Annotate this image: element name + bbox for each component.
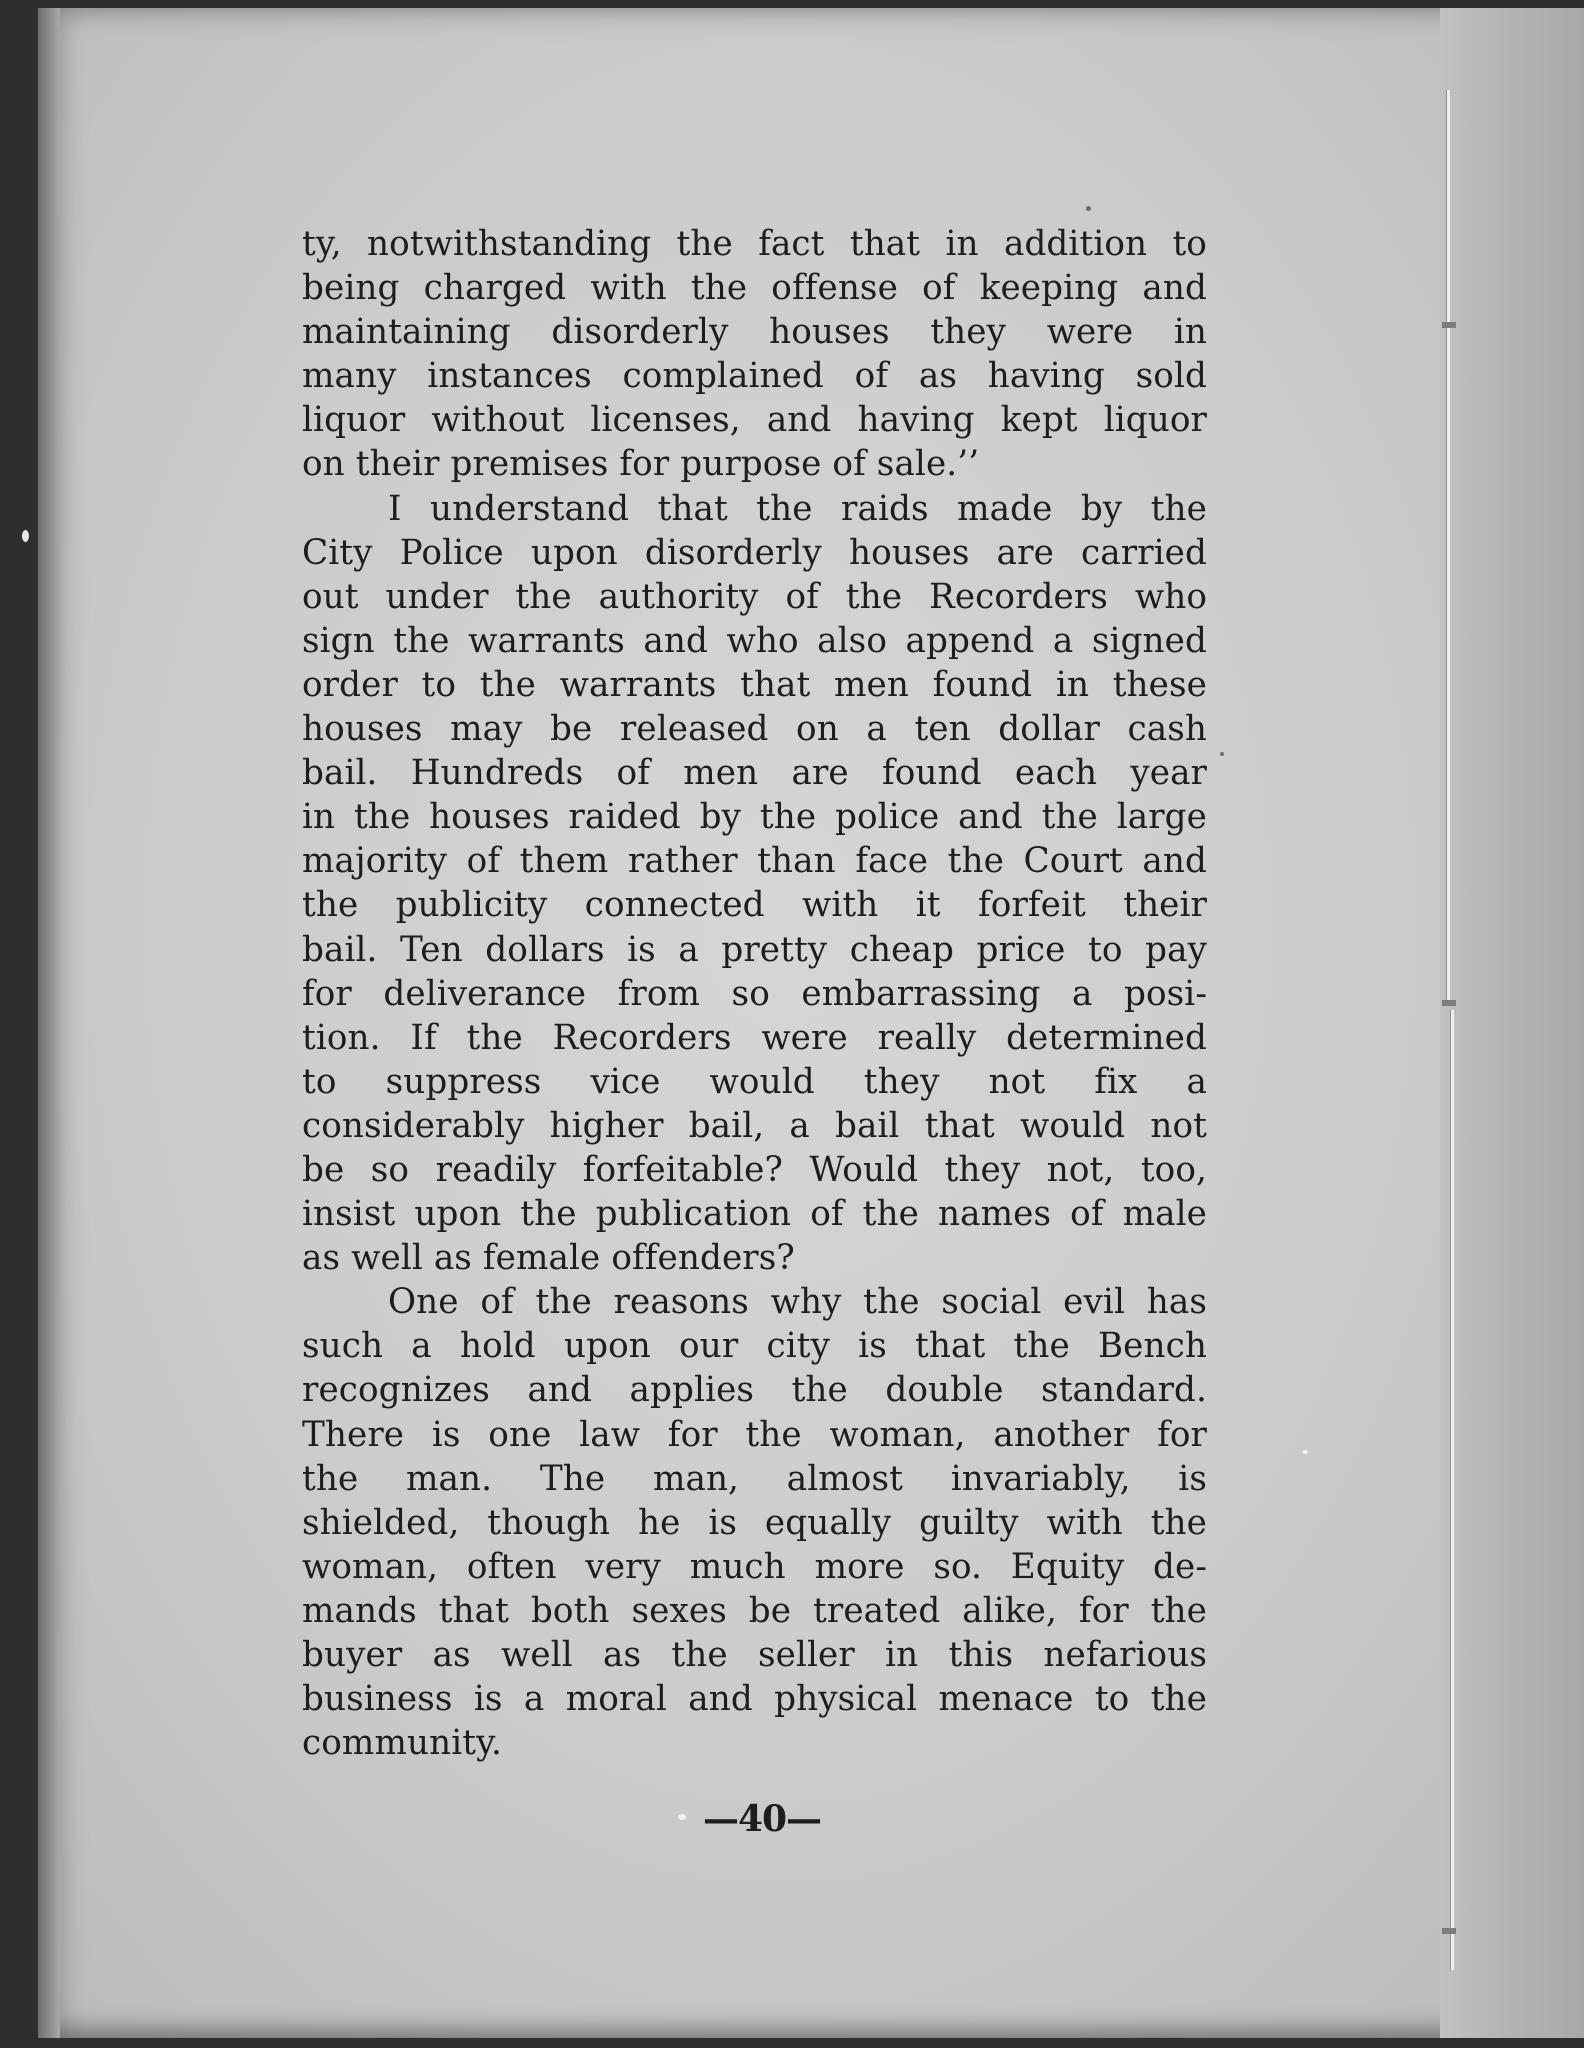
text-line: out under the authority of the Recorders who: [302, 576, 1207, 617]
body-text: [302, 222, 1207, 1765]
page-number: [0, 1798, 1584, 1840]
text-line: mands that both sexes be treated alike, for the: [302, 1590, 1207, 1631]
book-gutter: [1440, 8, 1584, 2038]
text-line: majority of them rather than face the Court and: [302, 841, 1207, 882]
text-line: shielded, though he is equally guilty with the: [302, 1502, 1207, 1543]
text-line: such a hold upon our city is that the Bench: [302, 1326, 1207, 1367]
text-line: buyer as well as the seller in this nefarious: [302, 1635, 1207, 1675]
binding-thread-upper: [1446, 90, 1450, 1000]
text-line: be so readily forfeitable? Would they not, too,: [302, 1149, 1207, 1190]
text-line: community.: [302, 1723, 502, 1764]
text-line: insist upon the publication of the names of male: [302, 1194, 1207, 1235]
paper-speck: [1220, 752, 1224, 756]
text-line: order to the warrants that men found in these: [302, 664, 1207, 705]
binding-stitch: [1442, 322, 1456, 328]
text-line: maintaining disorderly houses they were in: [302, 312, 1207, 353]
text-line: many instances complained of as having sold: [302, 356, 1207, 397]
text-line: in the houses raided by the police and the large: [302, 797, 1207, 838]
text-line: for deliverance from so embarrassing a posi-: [302, 973, 1207, 1014]
paper-speck: [1302, 1450, 1308, 1454]
text-line: liquor without licenses, and having kept liquor: [302, 400, 1207, 441]
text-line: as well as female offenders?: [302, 1238, 795, 1279]
text-line: business is a moral and physical menace to the: [302, 1679, 1207, 1720]
text-line: bail. Ten dollars is a pretty cheap price to pay: [302, 929, 1207, 970]
text-line: ty, notwithstanding the fact that in addition to: [302, 224, 1207, 264]
text-line: tion. If the Recorders were really determined: [302, 1017, 1207, 1058]
page-number-text: —40—: [702, 1798, 822, 1840]
text-line: being charged with the offense of keeping and: [302, 268, 1207, 309]
text-line: recognizes and applies the double standard.: [302, 1370, 1207, 1411]
text-line: to suppress vice would they not fix a: [302, 1061, 1207, 1102]
paper-speck: [22, 530, 29, 542]
text-line: I understand that the raids made by the: [388, 488, 1207, 529]
text-line: the publicity connected with it forfeit their: [302, 885, 1207, 926]
paper-speck: [1086, 206, 1091, 211]
binding-stitch: [1442, 1000, 1456, 1006]
text-line: the man. The man, almost invariably, is: [302, 1458, 1207, 1499]
text-line: woman, often very much more so. Equity de-: [302, 1546, 1207, 1587]
text-line: houses may be released on a ten dollar cash: [302, 709, 1207, 750]
text-line: considerably higher bail, a bail that would not: [302, 1105, 1207, 1146]
text-line: City Police upon disorderly houses are carried: [302, 532, 1207, 573]
text-line: on their premises for purpose of sale.’’: [302, 444, 980, 485]
page-left-edge: [38, 8, 60, 2038]
text-line: bail. Hundreds of men are found each year: [302, 753, 1207, 794]
text-line: sign the warrants and who also append a signed: [302, 620, 1207, 661]
text-line: One of the reasons why the social evil has: [388, 1282, 1207, 1323]
binding-stitch: [1442, 1928, 1456, 1934]
text-line: There is one law for the woman, another for: [302, 1414, 1207, 1455]
